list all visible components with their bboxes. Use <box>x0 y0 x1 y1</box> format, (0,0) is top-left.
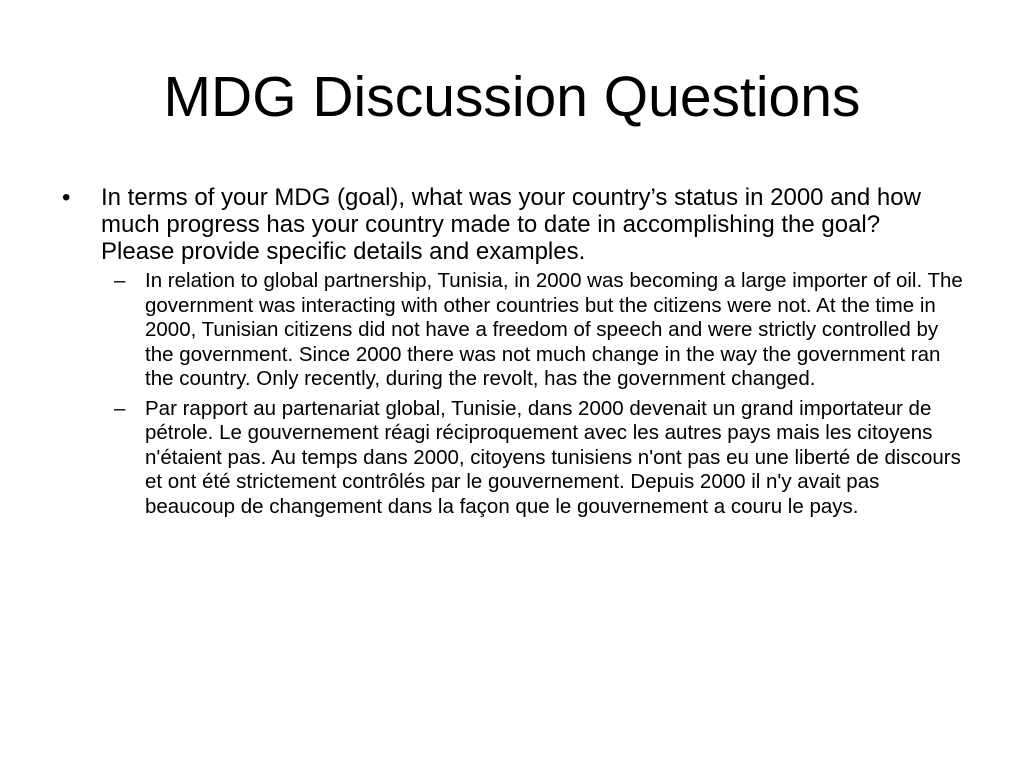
answer-english-text: In relation to global partnership, Tunisia, in 2000 was becoming a large importer of oil. The government was interacting with other countries but the citizens were not. At the time in 2000, Tunisian citizens did not have a freedom of speech and were strictly controlled by the government. Since 2000 there was not much change in the way the government ran the country. Only recently, during the revolt, has the government changed. <box>145 269 963 390</box>
answer-english <box>62 269 962 392</box>
slide-title: MDG Discussion Questions <box>163 65 861 129</box>
slide-body <box>62 184 962 524</box>
question-bullet <box>62 184 962 265</box>
answer-french-text: Par rapport au partenariat global, Tunisie, dans 2000 devenait un grand importateur de pétrole. Le gouvernement réagi réciproquement avec les autres pays mais les citoyens n'étaient pas. Au temps dans 2000, citoyens tunisiens n'ont pas eu une liberté de discours et ont été strictement contrôlés par le gouvernement. Depuis 2000 il n'y avait pas beaucoup de changement dans la façon que le gouvernement a couru le pays. <box>145 396 961 518</box>
answer-french <box>62 397 962 520</box>
subbullet-marker: – <box>114 396 126 420</box>
question-text: In terms of your MDG (goal), what was your country’s status in 2000 and how much progress has your country made to date in accomplishing the goal? Please provide specific details and examples. <box>101 184 921 265</box>
bullet-marker: • <box>62 184 71 211</box>
subbullet-marker: – <box>114 269 126 292</box>
answer-list <box>62 269 962 519</box>
